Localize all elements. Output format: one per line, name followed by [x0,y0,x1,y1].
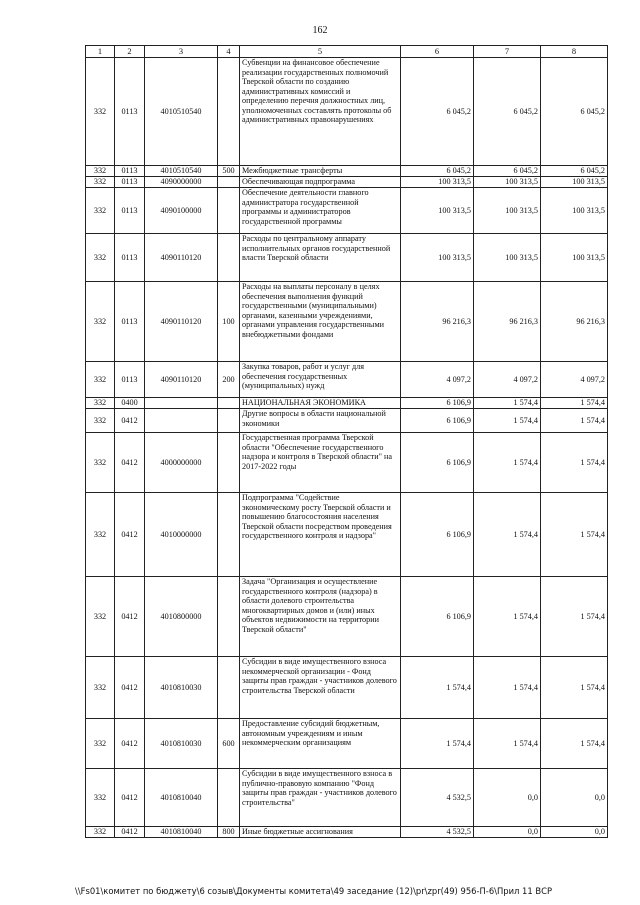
cell-admin: 332 [86,577,115,657]
cell-target [145,398,218,409]
cell-section: 0113 [115,188,145,234]
cell-admin: 332 [86,409,115,433]
cell-amount-1: 6 045,2 [401,166,474,177]
cell-amount-2: 1 574,4 [474,433,541,493]
table-row [86,234,608,282]
cell-amount-2: 1 574,4 [474,398,541,409]
cell-section: 0113 [115,282,145,362]
cell-amount-2: 6 045,2 [474,58,541,166]
column-header: 8 [541,46,608,58]
cell-type: 500 [218,166,240,177]
cell-amount-1: 100 313,5 [401,188,474,234]
cell-target: 4090000000 [145,177,218,188]
cell-section: 0412 [115,769,145,827]
cell-type [218,657,240,719]
cell-type: 200 [218,362,240,398]
cell-admin: 332 [86,433,115,493]
cell-amount-1: 6 106,9 [401,409,474,433]
cell-amount-1: 1 574,4 [401,719,474,769]
cell-amount-2: 4 097,2 [474,362,541,398]
cell-amount-1: 6 106,9 [401,433,474,493]
table-row [86,719,608,769]
cell-description: Государственная программа Тверской области "Обеспечение государственного надзора и контроля в Тверской области" на 2017-2022 годы [240,433,401,493]
cell-amount-1: 4 532,5 [401,827,474,838]
cell-amount-2: 0,0 [474,769,541,827]
cell-admin: 332 [86,188,115,234]
cell-type [218,577,240,657]
cell-amount-3: 6 045,2 [541,58,608,166]
cell-target: 4010510540 [145,58,218,166]
column-header: 4 [218,46,240,58]
table-header-row [86,46,608,58]
cell-type [218,769,240,827]
table-row [86,433,608,493]
cell-admin: 332 [86,177,115,188]
cell-amount-2: 100 313,5 [474,177,541,188]
cell-amount-3: 4 097,2 [541,362,608,398]
cell-amount-2: 100 313,5 [474,188,541,234]
cell-admin: 332 [86,719,115,769]
cell-amount-2: 1 574,4 [474,409,541,433]
cell-type: 100 [218,282,240,362]
cell-description: Иные бюджетные ассигнования [240,827,401,838]
cell-description: Обеспечивающая подпрограмма [240,177,401,188]
cell-admin: 332 [86,282,115,362]
table-row [86,577,608,657]
cell-amount-1: 100 313,5 [401,234,474,282]
cell-admin: 332 [86,827,115,838]
cell-amount-3: 100 313,5 [541,177,608,188]
cell-admin: 332 [86,362,115,398]
cell-description: НАЦИОНАЛЬНАЯ ЭКОНОМИКА [240,398,401,409]
cell-amount-3: 100 313,5 [541,234,608,282]
table-row [86,493,608,577]
footer-file-path: \\Fs01\комитет по бюджету\6 созыв\Документы комитета\49 заседание (12)\pr\zpr(49) 956-П-6\Прил 11 ВСР [75,886,553,896]
cell-amount-3: 1 574,4 [541,493,608,577]
cell-amount-2: 0,0 [474,827,541,838]
cell-admin: 332 [86,398,115,409]
cell-description: Обеспечение деятельности главного администратора государственной программы и администраторов государственной программы [240,188,401,234]
cell-description: Другие вопросы в области национальной экономики [240,409,401,433]
cell-amount-2: 6 045,2 [474,166,541,177]
cell-section: 0113 [115,362,145,398]
cell-amount-2: 1 574,4 [474,719,541,769]
cell-target: 4010000000 [145,493,218,577]
cell-type [218,409,240,433]
cell-description: Задача "Организация и осуществление государственного контроля (надзора) в области долевого строительства многоквартирных домов и (или) иных объектов недвижимости на территории Тверской области" [240,577,401,657]
budget-table [85,45,608,838]
cell-description: Закупка товаров, работ и услуг для обеспечения государственных (муниципальных) нужд [240,362,401,398]
cell-section: 0113 [115,234,145,282]
cell-section: 0400 [115,398,145,409]
cell-amount-1: 96 216,3 [401,282,474,362]
cell-amount-1: 4 097,2 [401,362,474,398]
cell-amount-2: 1 574,4 [474,493,541,577]
cell-amount-3: 1 574,4 [541,719,608,769]
cell-amount-3: 6 045,2 [541,166,608,177]
cell-section: 0412 [115,657,145,719]
cell-target: 4010810040 [145,769,218,827]
cell-description: Предоставление субсидий бюджетным, автономным учреждениям и иным некоммерческим организациям [240,719,401,769]
table-row [86,409,608,433]
cell-amount-3: 1 574,4 [541,398,608,409]
cell-section: 0412 [115,409,145,433]
cell-description: Субсидии в виде имущественного взноса некоммерческой организации - Фонд защиты прав граждан - участников долевого строительства Тверской области [240,657,401,719]
cell-admin: 332 [86,657,115,719]
cell-type: 600 [218,719,240,769]
cell-target: 4010800000 [145,577,218,657]
cell-amount-3: 1 574,4 [541,433,608,493]
cell-amount-2: 1 574,4 [474,577,541,657]
table-row [86,188,608,234]
cell-amount-1: 6 106,9 [401,398,474,409]
cell-amount-1: 6 106,9 [401,577,474,657]
cell-section: 0412 [115,827,145,838]
cell-target: 4090110120 [145,282,218,362]
cell-admin: 332 [86,166,115,177]
cell-admin: 332 [86,769,115,827]
page-number: 162 [312,25,328,36]
cell-target: 4090100000 [145,188,218,234]
cell-target: 4090110120 [145,362,218,398]
table-row [86,827,608,838]
cell-target: 4010810030 [145,719,218,769]
cell-type [218,188,240,234]
cell-amount-3: 0,0 [541,769,608,827]
cell-amount-3: 1 574,4 [541,409,608,433]
cell-amount-2: 100 313,5 [474,234,541,282]
cell-target [145,409,218,433]
cell-admin: 332 [86,58,115,166]
table-row [86,769,608,827]
cell-type [218,234,240,282]
cell-amount-3: 1 574,4 [541,577,608,657]
cell-amount-2: 1 574,4 [474,657,541,719]
cell-target: 4000000000 [145,433,218,493]
cell-type [218,433,240,493]
table-row [86,362,608,398]
cell-amount-3: 100 313,5 [541,188,608,234]
cell-description: Межбюджетные трансферты [240,166,401,177]
cell-type [218,493,240,577]
column-header: 3 [145,46,218,58]
column-header: 6 [401,46,474,58]
cell-target: 4010810030 [145,657,218,719]
cell-amount-3: 96 216,3 [541,282,608,362]
cell-section: 0412 [115,493,145,577]
table-row [86,58,608,166]
table-row [86,282,608,362]
cell-section: 0113 [115,177,145,188]
cell-amount-1: 6 106,9 [401,493,474,577]
table-row [86,657,608,719]
table-row [86,398,608,409]
cell-amount-1: 100 313,5 [401,177,474,188]
table-row [86,166,608,177]
column-header: 1 [86,46,115,58]
cell-description: Расходы по центральному аппарату исполнительных органов государственной власти Тверской области [240,234,401,282]
cell-type: 800 [218,827,240,838]
cell-admin: 332 [86,234,115,282]
cell-section: 0412 [115,719,145,769]
cell-section: 0113 [115,58,145,166]
cell-type [218,58,240,166]
cell-type [218,398,240,409]
cell-description: Субвенции на финансовое обеспечение реализации государственных полномочий Тверской области по созданию административных комиссий и определению перечня должностных лиц, уполномоченных составлять протоколы об административных правонарушениях [240,58,401,166]
cell-description: Расходы на выплаты персоналу в целях обеспечения выполнения функций государственными (муниципальными) органами, казенными учреждениями, органами управления государственными внебюджетными фондами [240,282,401,362]
cell-target: 4090110120 [145,234,218,282]
column-header: 5 [240,46,401,58]
cell-target: 4010810040 [145,827,218,838]
cell-admin: 332 [86,493,115,577]
cell-amount-1: 6 045,2 [401,58,474,166]
cell-description: Подпрограмма "Содействие экономическому росту Тверской области и повышению благосостояния населения Тверской области посредством проведения государственного контроля и надзора" [240,493,401,577]
cell-type [218,177,240,188]
column-header: 2 [115,46,145,58]
column-header: 7 [474,46,541,58]
table-row [86,177,608,188]
cell-section: 0412 [115,577,145,657]
cell-section: 0113 [115,166,145,177]
cell-amount-3: 0,0 [541,827,608,838]
cell-description: Субсидии в виде имущественного взноса в публично-правовую компанию "Фонд защиты прав граждан - участников долевого строительства" [240,769,401,827]
cell-amount-1: 1 574,4 [401,657,474,719]
cell-amount-2: 96 216,3 [474,282,541,362]
cell-amount-3: 1 574,4 [541,657,608,719]
cell-section: 0412 [115,433,145,493]
cell-amount-1: 4 532,5 [401,769,474,827]
cell-target: 4010510540 [145,166,218,177]
